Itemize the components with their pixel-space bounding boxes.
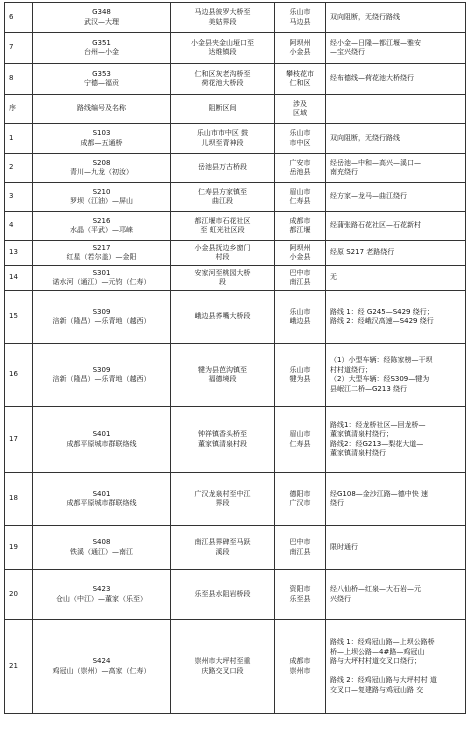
detour-cell bbox=[326, 183, 466, 212]
table-row bbox=[5, 526, 466, 570]
detour-cell bbox=[326, 620, 466, 714]
detour-text: （2）大型车辆：经S309—犍为 bbox=[330, 375, 430, 383]
table-row bbox=[5, 64, 466, 95]
section-cell bbox=[171, 64, 275, 95]
area-text: 德阳市 bbox=[289, 489, 311, 498]
route-code: G348 bbox=[92, 8, 111, 16]
area-text: 南江县 bbox=[289, 547, 311, 556]
detour-text: 交叉口—复建路与鸡冠山路 交 bbox=[330, 685, 424, 694]
row-number: 19 bbox=[5, 526, 33, 570]
table-row bbox=[5, 344, 466, 407]
row-number: 7 bbox=[5, 33, 33, 64]
table-row bbox=[5, 291, 466, 344]
section-cell bbox=[171, 407, 275, 473]
area-text: 巴中市 bbox=[289, 538, 311, 546]
section-text: 钟祥镇香头桥至 bbox=[198, 430, 247, 438]
row-number: 8 bbox=[5, 64, 33, 95]
section-text: 界段 bbox=[215, 499, 230, 507]
detour-text: 路线 1：经 G245—S429 绕行； bbox=[330, 307, 434, 316]
detour-text: 经小金—日隆—都江堰—雅安 bbox=[330, 38, 421, 47]
area-text: 成都市 bbox=[289, 657, 311, 665]
section-text: 崇州市大坪村至重 bbox=[194, 657, 251, 665]
route-text: S423 bbox=[92, 585, 111, 593]
section-text: 村段 bbox=[215, 253, 230, 261]
area-text: 小金县 bbox=[289, 48, 311, 56]
area-text: 阿坝州 bbox=[289, 243, 311, 252]
area-text: 南江县 bbox=[289, 278, 311, 286]
area-text: 乐至县 bbox=[289, 594, 311, 603]
route-cell bbox=[33, 64, 171, 95]
area-cell bbox=[275, 241, 326, 266]
detour-cell bbox=[326, 3, 466, 33]
area-text: 阿坝州 bbox=[289, 38, 311, 47]
route-cell bbox=[33, 33, 171, 64]
area-text: 乐山市 bbox=[289, 129, 311, 137]
table-row bbox=[5, 124, 466, 154]
route-cell bbox=[33, 526, 171, 570]
section-text: 董家镇清泉村段 bbox=[198, 439, 247, 448]
table-row bbox=[5, 3, 466, 33]
detour-text: 董家镇清泉村绕行； bbox=[330, 430, 393, 438]
section-cell bbox=[171, 33, 275, 64]
route-cell bbox=[33, 241, 171, 266]
row-number: 15 bbox=[5, 291, 33, 344]
area-text: 广汉市 bbox=[289, 499, 311, 507]
route-text: S401 bbox=[92, 430, 111, 438]
section-text: 南江县界碑至马跃 bbox=[194, 538, 251, 546]
road-closure-table bbox=[4, 2, 466, 714]
table-row bbox=[5, 570, 466, 620]
route-text: S424 bbox=[92, 657, 111, 665]
section-text: 岳池县万古桥段 bbox=[198, 163, 247, 172]
detour-text: 经原 S217 老路绕行 bbox=[330, 248, 395, 257]
header-area bbox=[275, 95, 326, 124]
section-text: 达维镇段 bbox=[208, 48, 237, 56]
route-cell bbox=[33, 154, 171, 183]
detour-cell bbox=[326, 241, 466, 266]
section-text: 福德境段 bbox=[208, 375, 237, 383]
section-text: 仁寿县方家镇至 bbox=[198, 187, 247, 196]
area-text: 小金县 bbox=[289, 253, 311, 261]
section-text: 犍为县芭沟镇至 bbox=[198, 365, 247, 374]
section-text: 溪段 bbox=[215, 547, 230, 556]
route-text: 罗坝（江油）—屏山 bbox=[70, 197, 133, 205]
section-cell bbox=[171, 570, 275, 620]
row-number: 3 bbox=[5, 183, 33, 212]
detour-text: 经岳池—中和—高兴—溪口— bbox=[330, 158, 421, 167]
route-name: 台州—小金 bbox=[84, 48, 119, 56]
detour-text: （1）小型车辆：经陈家榜—干坝 bbox=[330, 356, 433, 364]
area-text: 仁寿县 bbox=[289, 439, 311, 448]
area-cell bbox=[275, 266, 326, 291]
table-row bbox=[5, 33, 466, 64]
route-text: S301 bbox=[92, 268, 111, 277]
route-text: 青川—九龙（初汝） bbox=[70, 168, 133, 176]
row-number: 4 bbox=[5, 212, 33, 241]
area-cell bbox=[275, 124, 326, 154]
area-text: 崇州市 bbox=[289, 666, 311, 675]
table-row bbox=[5, 407, 466, 473]
route-name: 武汉—大理 bbox=[84, 17, 119, 26]
route-cell bbox=[33, 212, 171, 241]
section-text: 安家河至桃园大桥 bbox=[194, 268, 251, 277]
route-text: S309 bbox=[92, 365, 111, 374]
route-text: S103 bbox=[92, 129, 111, 137]
area-cell bbox=[275, 526, 326, 570]
route-text: S208 bbox=[92, 158, 111, 167]
table-header-row bbox=[5, 95, 466, 124]
section-cell bbox=[171, 291, 275, 344]
route-text: 红星（若尔盖）—金阳 bbox=[66, 253, 137, 261]
table-header-section bbox=[5, 95, 466, 124]
area-text: 乐山市 bbox=[289, 365, 311, 374]
area-text: 马边县 bbox=[289, 17, 311, 26]
area-cell bbox=[275, 33, 326, 64]
route-name: 宁德—福贡 bbox=[84, 79, 119, 87]
detour-cell bbox=[326, 344, 466, 407]
section-text: 仁和区灰老沟桥至 bbox=[194, 69, 251, 78]
table-row bbox=[5, 473, 466, 526]
area-cell bbox=[275, 620, 326, 714]
row-number: 14 bbox=[5, 266, 33, 291]
section-text: 庆路交叉口段 bbox=[201, 666, 244, 675]
section-text: 儿坝至青神段 bbox=[201, 138, 244, 147]
route-text: 仓山（中江）—董家（乐至） bbox=[56, 594, 147, 603]
detour-text: 限时通行 bbox=[330, 542, 358, 551]
section-text: 广汉龙泉村至中江 bbox=[194, 489, 251, 498]
route-text: 成都平原城市群联络线 bbox=[66, 439, 137, 448]
route-text: 水晶（平武）—邛崃 bbox=[70, 226, 133, 234]
area-text: 乐山市 bbox=[289, 8, 311, 16]
route-cell bbox=[33, 3, 171, 33]
area-cell bbox=[275, 3, 326, 33]
detour-text: 桥—上坝公路—4#路—鸡冠山 bbox=[330, 647, 425, 656]
route-text: S217 bbox=[92, 243, 111, 252]
detour-text: 路与大坪村村道交叉口绕行； bbox=[330, 657, 421, 665]
section-text: 美姑界段 bbox=[208, 17, 237, 26]
detour-text: 县岷江二桥—G213 绕行 bbox=[330, 384, 408, 393]
section-text: 乐至县水阻岩桥段 bbox=[194, 589, 251, 598]
section-text: 峨边县荞嘴大桥段 bbox=[194, 312, 251, 321]
section-cell bbox=[171, 212, 275, 241]
area-text: 资阳市 bbox=[289, 585, 311, 593]
route-cell bbox=[33, 570, 171, 620]
table-row bbox=[5, 241, 466, 266]
section-cell bbox=[171, 620, 275, 714]
area-text: 眉山市 bbox=[289, 430, 311, 438]
section-cell bbox=[171, 473, 275, 526]
route-text: S216 bbox=[92, 216, 111, 225]
route-text: 鸡冠山（崇州）—高家（仁寿） bbox=[52, 666, 151, 675]
area-cell bbox=[275, 473, 326, 526]
route-text: S408 bbox=[92, 538, 111, 546]
area-cell bbox=[275, 212, 326, 241]
detour-text: 路线 2：经鸡冠山路与大坪村村 道 bbox=[330, 676, 437, 684]
row-number: 6 bbox=[5, 3, 33, 33]
detour-text: —宝兴绕行 bbox=[330, 48, 365, 56]
row-number: 20 bbox=[5, 570, 33, 620]
header-section: 阻断区间 bbox=[171, 95, 275, 124]
national-roads-section bbox=[5, 3, 466, 95]
area-text: 乐山市 bbox=[289, 307, 311, 316]
detour-cell bbox=[326, 212, 466, 241]
detour-text: 兴绕行 bbox=[330, 594, 351, 603]
area-text: 成都市 bbox=[289, 216, 311, 225]
section-text: 马边县彼罗大桥至 bbox=[194, 8, 251, 16]
route-text: S401 bbox=[92, 489, 111, 498]
detour-text: 路线 1：经鸡冠山路—上坝公路桥 bbox=[330, 638, 435, 646]
row-number: 1 bbox=[5, 124, 33, 154]
detour-text: 无 bbox=[330, 273, 337, 282]
route-text: 铁溪（通江）—南江 bbox=[70, 547, 133, 556]
section-cell bbox=[171, 3, 275, 33]
header-area-text: 区域 bbox=[293, 109, 307, 117]
route-text: 涪新（隆昌）—乐青地（越西） bbox=[52, 375, 151, 383]
detour-text: 经G108—金沙江路—德中快 速 bbox=[330, 489, 429, 498]
route-cell bbox=[33, 473, 171, 526]
section-cell bbox=[171, 344, 275, 407]
route-cell bbox=[33, 183, 171, 212]
detour-cell bbox=[326, 266, 466, 291]
area-text: 峨边县 bbox=[289, 317, 311, 325]
area-cell bbox=[275, 64, 326, 95]
table-row bbox=[5, 620, 466, 714]
detour-text: 双向阻断，无绕行路线 bbox=[330, 133, 400, 142]
route-cell bbox=[33, 124, 171, 154]
detour-text: 路线1：经龙桥社区—回龙桥— bbox=[330, 420, 426, 429]
detour-text: 村村道绕行； bbox=[330, 365, 372, 374]
header-area-text: 涉及 bbox=[293, 99, 307, 108]
route-text: 成都—五通桥 bbox=[80, 138, 123, 147]
route-cell bbox=[33, 407, 171, 473]
section-text: 小金县抚边乡窗门 bbox=[194, 243, 251, 252]
section-cell bbox=[171, 124, 275, 154]
route-text: S309 bbox=[92, 307, 111, 316]
area-text: 岳池县 bbox=[289, 168, 311, 176]
area-cell bbox=[275, 183, 326, 212]
detour-text: 路线 2：经峨汉高速—S429 绕行 bbox=[330, 317, 434, 325]
area-text: 眉山市 bbox=[289, 187, 311, 196]
detour-cell bbox=[326, 407, 466, 473]
detour-text: 绕行 bbox=[330, 499, 344, 507]
detour-cell bbox=[326, 154, 466, 183]
table-row bbox=[5, 212, 466, 241]
section-cell bbox=[171, 241, 275, 266]
route-text: 成都平原城市群联络线 bbox=[66, 499, 137, 507]
detour-cell bbox=[326, 124, 466, 154]
detour-text: 南充绕行 bbox=[330, 168, 358, 176]
detour-text bbox=[330, 667, 463, 677]
provincial-roads-section bbox=[5, 124, 466, 714]
table-row bbox=[5, 266, 466, 291]
section-cell bbox=[171, 266, 275, 291]
area-cell bbox=[275, 344, 326, 407]
area-text: 仁寿县 bbox=[289, 197, 311, 205]
row-number: 18 bbox=[5, 473, 33, 526]
route-cell bbox=[33, 266, 171, 291]
section-cell bbox=[171, 183, 275, 212]
area-cell bbox=[275, 291, 326, 344]
detour-cell bbox=[326, 526, 466, 570]
detour-text: 路线2：经G213—梨花大道— bbox=[330, 439, 424, 448]
detour-text: 董家镇清泉村绕行 bbox=[330, 449, 386, 457]
section-text: 荷花池大桥段 bbox=[201, 79, 244, 87]
route-text: 诺水河（通江）—元钧（仁寿） bbox=[52, 278, 151, 286]
table-row bbox=[5, 183, 466, 212]
area-cell bbox=[275, 407, 326, 473]
area-text: 犍为县 bbox=[289, 375, 311, 383]
area-text: 仁和区 bbox=[289, 79, 311, 87]
header-route: 路线编号及名称 bbox=[33, 95, 171, 124]
detour-text: 双向阻断，无绕行路线 bbox=[330, 12, 400, 21]
route-text: S210 bbox=[92, 187, 111, 196]
section-text: 至 虹光社区段 bbox=[200, 226, 245, 234]
area-cell bbox=[275, 570, 326, 620]
row-number: 17 bbox=[5, 407, 33, 473]
header-num: 序 bbox=[5, 95, 33, 124]
section-text: 曲江段 bbox=[212, 197, 233, 205]
detour-cell bbox=[326, 291, 466, 344]
row-number: 2 bbox=[5, 154, 33, 183]
area-text: 市中区 bbox=[289, 138, 311, 147]
section-text: 都江堰市石花社区 bbox=[194, 216, 251, 225]
detour-cell bbox=[326, 64, 466, 95]
section-cell bbox=[171, 154, 275, 183]
route-code: G353 bbox=[92, 69, 111, 78]
detour-text: 经八仙桥—红泉—大石岩—元 bbox=[330, 585, 421, 593]
area-text: 广安市 bbox=[289, 158, 311, 167]
area-text: 攀枝花市 bbox=[286, 69, 314, 78]
area-text: 巴中市 bbox=[289, 268, 311, 277]
area-text: 都江堰 bbox=[289, 226, 311, 234]
route-cell bbox=[33, 620, 171, 714]
detour-text: 经方家—龙马—曲江绕行 bbox=[330, 192, 407, 201]
route-text: 涪新（隆昌）—乐青地（越西） bbox=[52, 317, 151, 325]
area-cell bbox=[275, 154, 326, 183]
detour-text: 经布德线—荷花池大桥绕行 bbox=[330, 74, 414, 83]
detour-cell bbox=[326, 473, 466, 526]
section-text: 小金县夹金山垭口至 bbox=[191, 38, 254, 47]
row-number: 16 bbox=[5, 344, 33, 407]
detour-text: 经蒲张路石花社区—石花新村 bbox=[330, 221, 421, 230]
route-cell bbox=[33, 291, 171, 344]
section-text: 段 bbox=[219, 278, 226, 286]
detour-cell bbox=[326, 33, 466, 64]
row-number: 21 bbox=[5, 620, 33, 714]
row-number: 13 bbox=[5, 241, 33, 266]
section-cell bbox=[171, 526, 275, 570]
table-row bbox=[5, 154, 466, 183]
detour-cell bbox=[326, 570, 466, 620]
header-detour bbox=[326, 95, 466, 124]
route-cell bbox=[33, 344, 171, 407]
section-text: 乐山市市中区 鼓 bbox=[196, 129, 249, 137]
route-code: G351 bbox=[92, 38, 111, 47]
